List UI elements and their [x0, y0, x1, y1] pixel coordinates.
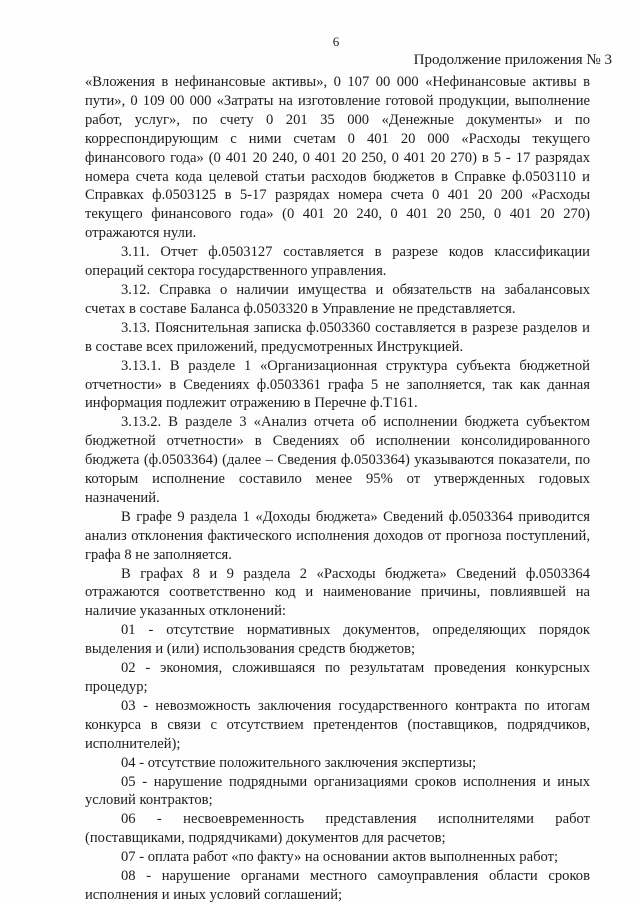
list-item: 02 - экономия, сложившаяся по результатам проведения конкурсных процедур;: [85, 660, 590, 695]
paragraph: 3.13.2. В разделе 3 «Анализ отчета об исполнении бюджета субъектом бюджетной отчетности» в Сведениях об исполнении консолидированного бюджета (ф.0503364) (далее – Сведения ф.0503364) указываются показатели, по которым исполнение составило менее 95% от утвержденных годовых назначений.: [85, 414, 590, 506]
list-item: 03 - невозможность заключения государственного контракта по итогам конкурса в связи с отсутствием претендентов (поставщиков, подрядчиков, исполнителей);: [85, 697, 590, 752]
paragraph: В графе 9 раздела 1 «Доходы бюджета» Сведений ф.0503364 приводится анализ отклонения фактического исполнения доходов от прогноза поступлений, графа 8 не заполняется.: [85, 508, 590, 563]
paragraph: В графах 8 и 9 раздела 2 «Расходы бюджета» Сведений ф.0503364 отражаются соответственно код и наименование причины, повлиявшей на наличие указанных отклонений:: [85, 565, 590, 620]
document-body: [85, 73, 590, 905]
paragraph: «Вложения в нефинансовые активы», 0 107 00 000 «Нефинансовые активы в пути», 0 109 00 000 «Затраты на изготовление готовой продукции, выполнение работ, услуг», по счету 0 201 35 000 «Денежные документы» и по корреспондирующим с ними счетам 0 401 20 000 «Расходы текущего финансового года» (0 401 20 240, 0 401 20 250, 0 401 20 270) в 5 - 17 разрядах номера счета кода целевой статьи расходов бюджетов в Справке ф.0503110 и Справках ф.0503125 в 5-17 разрядах номера счета 0 401 20 200 «Расходы текущего финансового года» (0 401 20 240, 0 401 20 250, 0 401 20 270) отражаются нули.: [85, 74, 590, 242]
paragraph: 3.13. Пояснительная записка ф.0503360 составляется в разрезе разделов и в составе всех приложений, предусмотренных Инструкцией.: [85, 319, 590, 355]
list-item: 05 - нарушение подрядными организациями сроков исполнения и иных условий контрактов;: [85, 773, 590, 809]
paragraph: 3.11. Отчет ф.0503127 составляется в разрезе кодов классификации операций сектора государственного управления.: [85, 244, 590, 280]
list-item: 08 - нарушение органами местного самоуправления области сроков исполнения и иных условий соглашений;: [85, 868, 590, 903]
list-item: 01 - отсутствие нормативных документов, определяющих порядок выделения и (или) использования средств бюджетов;: [85, 622, 590, 658]
paragraph: 3.13.1. В разделе 1 «Организационная структура субъекта бюджетной отчетности» в Сведениях ф.0503361 графа 5 не заполняется, так как данная информация подлежит отражению в Перечне ф.Т161.: [85, 357, 590, 412]
list-item: 04 - отсутствие положительного заключения экспертизы;: [121, 754, 477, 771]
list-item: 07 - оплата работ «по факту» на основании актов выполненных работ;: [121, 849, 559, 866]
list-item: 06 - несвоевременность представления исполнителями работ (поставщиками, подрядчиками) документов для расчетов;: [85, 811, 590, 847]
continuation-header: Продолжение приложения № 3: [413, 52, 612, 68]
paragraph: 3.12. Справка о наличии имущества и обязательств на забалансовых счетах в составе Баланса ф.0503320 в Управление не представляется.: [85, 281, 590, 317]
page-number: 6: [332, 34, 340, 49]
